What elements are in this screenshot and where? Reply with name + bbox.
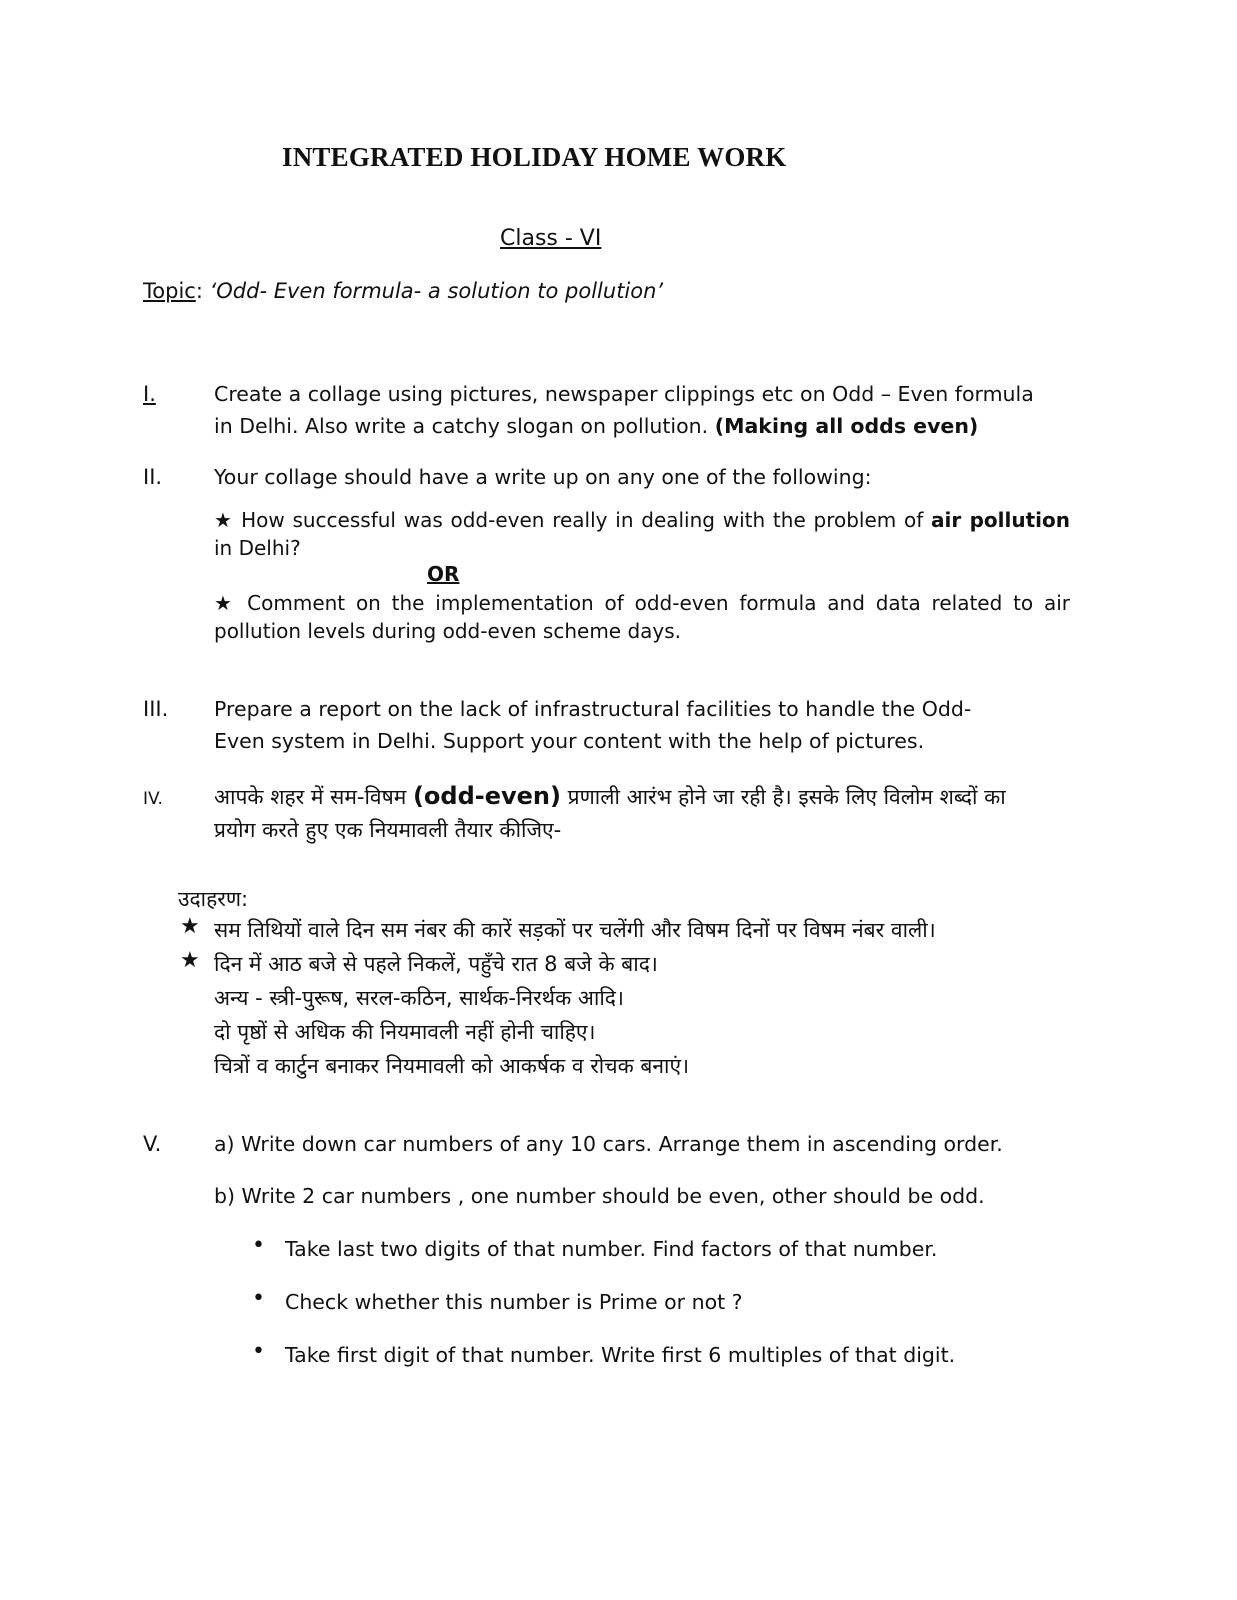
document-title: INTEGRATED HOLIDAY HOME WORK (282, 142, 787, 172)
item-v-a: a) Write down car numbers of any 10 cars. Arrange them in ascending order. (214, 1132, 1003, 1156)
topic-label: Topic (143, 279, 196, 303)
bullet-item-1: Take last two digits of that number. Find factors of that number. (285, 1237, 938, 1261)
item-number-ii: II. (143, 465, 163, 489)
item-number-i: I. (143, 382, 156, 406)
item-iv-line1-rest: प्रणाली आरंभ होने जा रही है। इसके लिए विलोम शब्दों का (560, 785, 1006, 809)
item-ii-option-1-text: ★ How successful was odd-even really in dealing with the problem of (214, 508, 932, 532)
item-i-line2 (214, 410, 978, 442)
example-4: दो पृष्ठों से अधिक की नियमावली नहीं होनी चाहिए। (214, 1020, 596, 1044)
item-ii-intro: Your collage should have a write up on any one of the following: (214, 465, 872, 489)
example-3: अन्य - स्त्री-पुरूष, सरल-कठिन, सार्थक-निरर्थक आदि। (214, 986, 624, 1010)
topic-text: ‘Odd- Even formula- a solution to pollution’ (209, 279, 664, 303)
item-iv-odd-even: (odd-even) (412, 782, 561, 810)
item-ii-option-2: ★ Comment on the implementation of odd-even formula and data related to air pollution levels during odd-even scheme days. (214, 591, 1070, 643)
item-iv-line1-text: आपके शहर में सम-विषम (214, 785, 413, 809)
star-icon: ★ (180, 948, 200, 973)
bullet-icon: • (252, 1233, 265, 1258)
item-iv-line2: प्रयोग करते हुए एक नियमावली तैयार कीजिए- (214, 818, 562, 842)
item-i-line2-text: in Delhi. Also write a catchy slogan on pollution. (214, 414, 715, 438)
class-heading: Class - VI (500, 226, 602, 251)
topic-colon: : (195, 279, 203, 303)
item-number-iv: IV. (143, 789, 163, 809)
item-number-v: V. (143, 1132, 162, 1156)
item-i-slogan: (Making all odds even) (714, 414, 979, 438)
item-iii-line1: Prepare a report on the lack of infrastructural facilities to handle the Odd- (214, 697, 972, 721)
item-ii-option-1-bold: air pollution (931, 508, 1071, 532)
example-1: सम तिथियों वाले दिन सम नंबर की कारें सड़कों पर चलेंगी और विषम दिनों पर विषम नंबर वाली। (214, 918, 936, 942)
topic-line (143, 279, 663, 303)
example-5: चित्रों व कार्टुन बनाकर नियमावली को आकर्षक व रोचक बनाएं। (214, 1054, 690, 1078)
item-iv-line1 (214, 779, 1006, 814)
bullet-item-3: Take first digit of that number. Write first 6 multiples of that digit. (285, 1343, 956, 1367)
or-separator: OR (427, 562, 460, 586)
item-number-iii: III. (143, 697, 169, 721)
item-v-b: b) Write 2 car numbers , one number should be even, other should be odd. (214, 1184, 985, 1208)
example-label: उदाहरण: (178, 887, 249, 911)
item-ii-option-1-end: in Delhi? (214, 536, 301, 560)
bullet-icon: • (252, 1339, 265, 1364)
star-icon: ★ (180, 914, 200, 939)
item-i-line1: Create a collage using pictures, newspaper clippings etc on Odd – Even formula (214, 382, 1034, 406)
item-iii-line2: Even system in Delhi. Support your content with the help of pictures. (214, 729, 925, 753)
bullet-item-2: Check whether this number is Prime or not ? (285, 1290, 743, 1314)
example-2: दिन में आठ बजे से पहले निकलें, पहुँचे रात 8 बजे के बाद। (214, 952, 658, 976)
item-ii-option-1 (214, 506, 1070, 562)
bullet-icon: • (252, 1286, 265, 1311)
